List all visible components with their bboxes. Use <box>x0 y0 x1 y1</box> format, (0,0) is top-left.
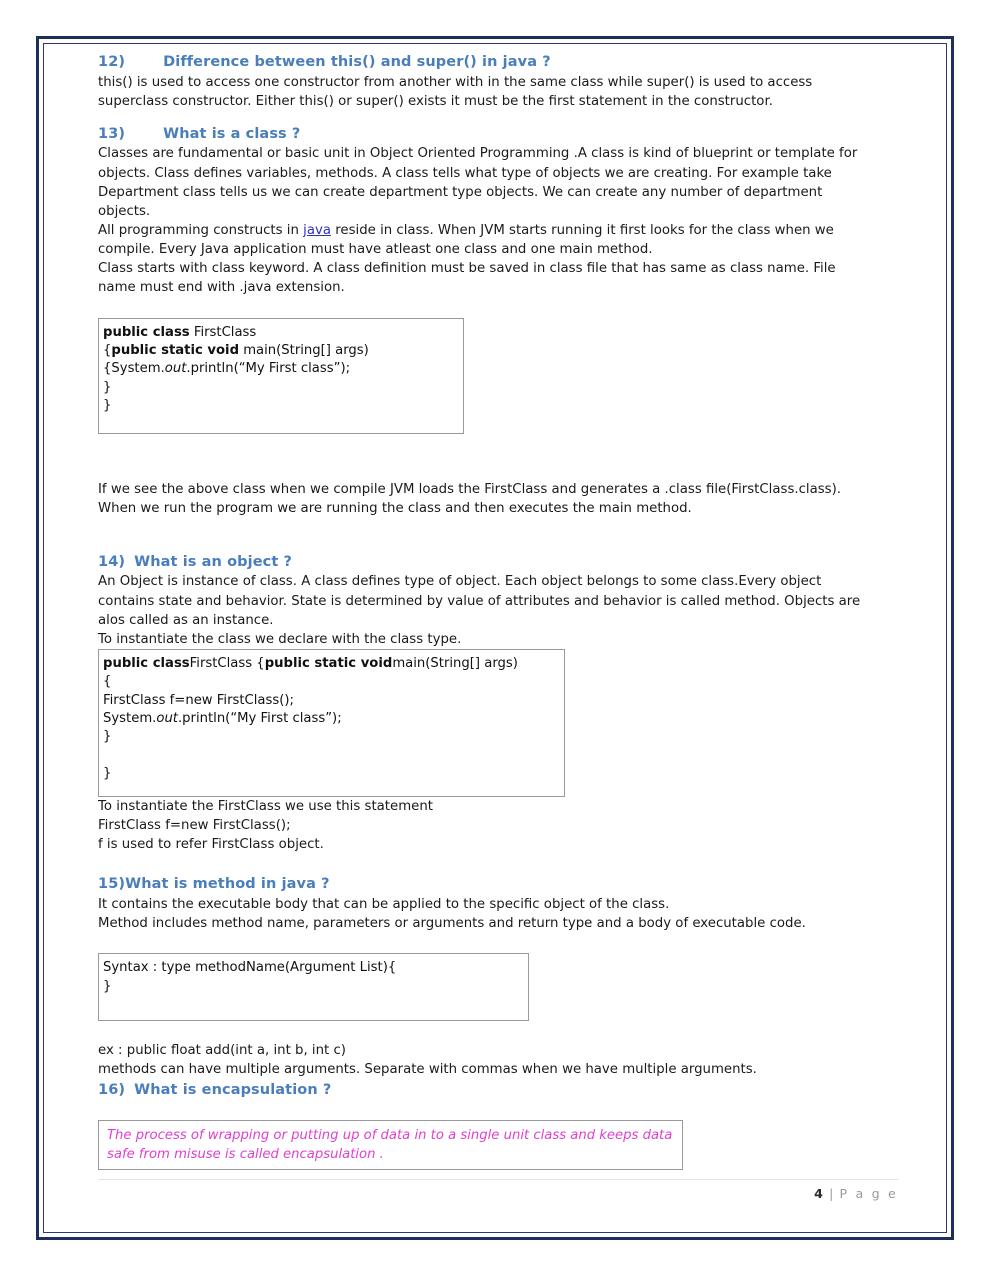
question-number-14: 14) <box>98 553 126 570</box>
code-text: } <box>103 397 112 413</box>
spacer <box>98 518 874 552</box>
answer-14-after-line3: f is used to refer FirstClass object. <box>98 837 324 853</box>
code-text: } <box>103 766 112 782</box>
code-text: FirstClass f=new FirstClass(); <box>103 692 294 708</box>
spacer <box>98 1021 874 1041</box>
answer-14-after-line2: FirstClass f=new FirstClass(); <box>98 818 291 834</box>
question-title-13: What is a class ? <box>163 125 301 142</box>
question-heading-15 <box>98 874 874 895</box>
code-block-first-class <box>98 318 464 434</box>
answer-14-after-line1: To instantiate the FirstClass we use this statement <box>98 798 433 814</box>
code-text: .println(“My First class”); <box>186 361 351 377</box>
spacer <box>98 1100 874 1120</box>
question-title-16: What is encapsulation ? <box>134 1081 332 1098</box>
question-heading-12 <box>98 52 874 73</box>
code-text: Syntax : type methodName(Argument List){ <box>103 960 397 976</box>
java-link[interactable]: java <box>303 223 332 238</box>
spacer <box>98 298 874 318</box>
spacer <box>98 111 874 124</box>
page-content <box>98 52 874 1170</box>
question-heading-16 <box>98 1080 874 1101</box>
answer-text-15-para1: It contains the executable body that can be applied to the specific object of the class. <box>98 896 670 912</box>
page-separator: | <box>829 1186 834 1201</box>
code-text: { <box>103 674 112 690</box>
question-number-16: 16) <box>98 1081 126 1098</box>
question-number-13: 13) <box>98 125 126 142</box>
code-text: FirstClass <box>189 324 257 340</box>
code-text: } <box>103 729 112 745</box>
code-text: .println(“My First class”); <box>177 711 342 727</box>
code-italic: out <box>156 711 178 727</box>
question-title-15: What is method in java ? <box>125 876 330 893</box>
spacer <box>98 933 874 953</box>
answer-13-before-link: All programming constructs in <box>98 223 304 238</box>
encapsulation-note-box: The process of wrapping or putting up of data in to a single unit class and keeps data safe from misuse is called encapsulation . <box>98 1120 683 1170</box>
question-number-15: 15) <box>98 876 126 893</box>
code-text: {System. <box>103 361 165 377</box>
answer-15-after-line1: ex : public float add(int a, int b, int c) <box>98 1043 346 1059</box>
code-italic: out <box>164 361 187 377</box>
code-text: { <box>103 342 112 358</box>
code-text: } <box>103 379 112 395</box>
answer-text-14-para2: To instantiate the class we declare with the class type. <box>98 631 462 647</box>
code-text: System. <box>103 711 157 727</box>
answer-text-12: this() is used to access one constructor from another with in the same class while super() is used to access superclass constructor. Either this() or super() exists it must be the first statement in the constructor. <box>98 74 813 109</box>
code-keyword: public class <box>103 324 190 340</box>
spacer <box>98 854 874 874</box>
code-text: main(String[] args) <box>239 342 369 358</box>
page-number: 4 <box>814 1186 823 1201</box>
code-keyword: public static void <box>111 342 240 358</box>
spacer <box>98 434 874 480</box>
code-text: } <box>103 978 112 994</box>
answer-text-13-after-code: If we see the above class when we compile JVM loads the FirstClass and generates a .class file(FirstClass.class). When we run the program we are running the class and then executes the main method. <box>98 481 842 516</box>
code-block-object-example <box>98 649 565 797</box>
answer-15-after-line2: methods can have multiple arguments. Separate with commas when we have multiple arguments. <box>98 1062 757 1078</box>
code-text: FirstClass { <box>189 655 265 671</box>
question-title-12: Difference between this() and super() in java ? <box>163 54 551 70</box>
answer-text-14-para1: An Object is instance of class. A class defines type of object. Each object belongs to some class.Every object contains state and behavior. State is determined by value of attributes and behavior is called method. Objects are alos called as an instance. <box>98 574 861 628</box>
code-keyword: public class <box>103 655 190 671</box>
answer-13-after-link: reside in class. When JVM starts running it first looks for the class when we compile. Every Java application must have atleast one class and one main method. <box>98 223 834 258</box>
code-block-method-syntax <box>98 953 529 1021</box>
answer-text-13-para1: Classes are fundamental or basic unit in Object Oriented Programming .A class is kind of blueprint or template for objects. Class defines variables, methods. A class tells what type of objects we are creating. For example take Department class tells us we can create department type objects. We can create any number of department objects. <box>98 146 858 219</box>
footer-divider <box>98 1179 898 1180</box>
code-text: main(String[] args) <box>392 655 518 671</box>
code-keyword: public static void <box>264 655 393 671</box>
question-number-12: 12) <box>98 54 126 70</box>
question-heading-13 <box>98 124 874 145</box>
question-heading-14 <box>98 552 874 573</box>
page-word: P a g e <box>839 1186 898 1201</box>
answer-text-13-para2 <box>98 221 874 259</box>
answer-text-15-para2: Method includes method name, parameters or arguments and return type and a body of executable code. <box>98 916 806 932</box>
answer-text-13-para3: Class starts with class keyword. A class definition must be saved in class file that has same as class name. File name must end with .java extension. <box>98 261 836 296</box>
page-footer <box>98 1186 898 1201</box>
question-title-14: What is an object ? <box>134 553 293 570</box>
